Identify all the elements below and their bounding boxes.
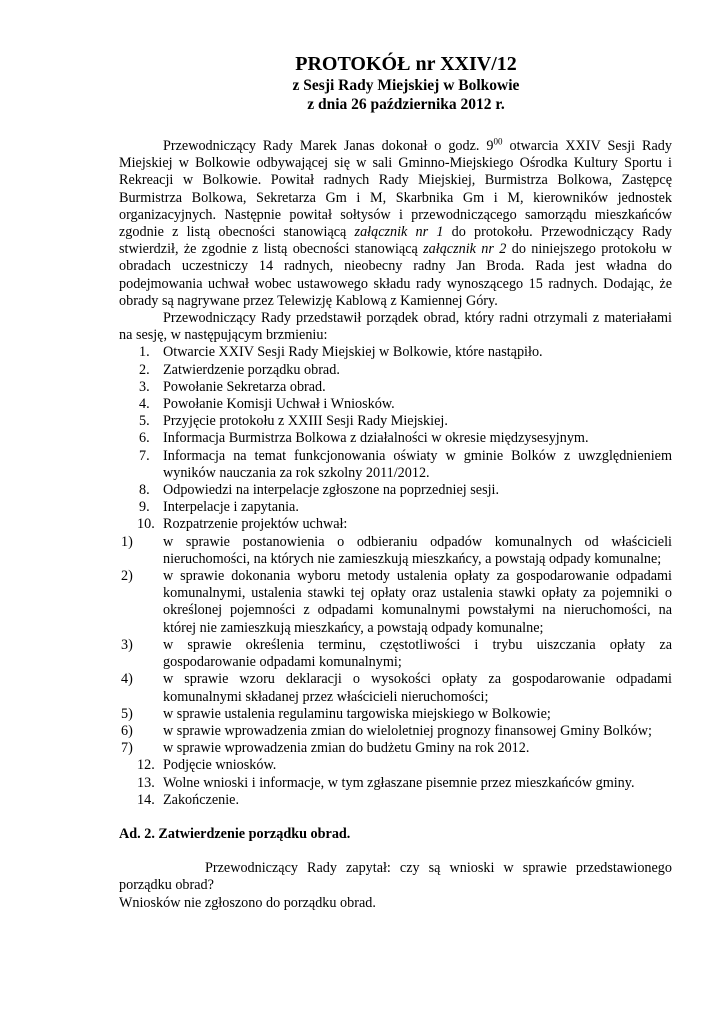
list-item-number: 3) (121, 636, 133, 653)
list-item-number: 5) (121, 705, 133, 722)
intro-text-d: do niniejszego protokołu w obradach uczestniczy 14 radnych, nieobecny radny Jan Broda. Rada jest władna do podejmowania uchwał wobec ustawowego składu rady wynoszącego 15 radnych. Dodając, że obrady są nagrywane przez Telewizję Kablową z Kamiennej Góry. (119, 241, 672, 309)
time-superscript: 00 (493, 136, 503, 147)
list-item-text: Powołanie Sekretarza obrad. (163, 378, 326, 395)
list-item (119, 396, 672, 413)
list-item (119, 499, 672, 516)
list-item-number: 12. (137, 757, 155, 774)
attachment-2-ref: załącznik nr 2 (423, 241, 507, 258)
list-item-text: Powołanie Komisji Uchwał i Wniosków. (163, 396, 395, 413)
list-item-text: Wolne wnioski i informacje, w tym zgłaszane pisemnie przez mieszkańców gminy. (163, 774, 635, 791)
list-item (119, 448, 672, 482)
list-item (119, 775, 672, 792)
list-item-text: w sprawie wprowadzenia zmian do wieloletniej prognozy finansowej Gminy Bolków; (163, 722, 652, 739)
list-item-text: w sprawie wzoru deklaracji o wysokości opłaty za gospodarowanie odpadami komunalnymi składanej przez właścicieli nieruchomości; (163, 671, 672, 705)
list-item-number: 10. (137, 516, 155, 533)
list-item-number: 6) (121, 722, 133, 739)
list-item-text: w sprawie ustalenia regulaminu targowiska miejskiego w Bolkowie; (163, 705, 551, 722)
list-item (119, 430, 672, 447)
list-item (119, 362, 672, 379)
list-item (119, 344, 672, 361)
document-subtitle-date: z dnia 26 października 2012 r. (307, 96, 505, 113)
list-item (119, 516, 672, 533)
list-item-text: Interpelacje i zapytania. (163, 499, 299, 516)
list-item (119, 534, 672, 568)
section-2-result: Wniosków nie zgłoszono do porządku obrad. (119, 894, 376, 911)
list-item-text: Odpowiedzi na interpelacje zgłoszone na poprzedniej sesji. (163, 482, 500, 499)
list-item-text: w sprawie wprowadzenia zmian do budżetu Gminy na rok 2012. (163, 740, 530, 757)
list-item-number: 6. (139, 430, 150, 447)
document-title: PROTOKÓŁ nr XXIV/12 (295, 53, 517, 75)
list-item (119, 792, 672, 809)
section-2-question: Przewodniczący Rady zapytał: czy są wnioski w sprawie przedstawionego porządku obrad? (119, 860, 672, 894)
list-item-number: 13. (137, 774, 155, 791)
list-item-text: Zakończenie. (163, 791, 240, 808)
list-item-number: 7. (139, 447, 150, 464)
list-item-number: 2) (121, 568, 133, 585)
agenda-list (119, 344, 672, 533)
list-item-number: 5. (139, 413, 150, 430)
list-item-text: Zatwierdzenie porządku obrad. (163, 361, 340, 378)
list-item-text: Rozpatrzenie projektów uchwał: (163, 516, 348, 533)
intro-text-c: do protokołu. Przewodniczący Rady stwierdził, że zgodnie z listą obecności stanowiącą (119, 224, 672, 258)
document-subtitle-session: z Sesji Rady Miejskiej w Bolkowie (292, 77, 520, 94)
attachment-1-ref: załącznik nr 1 (354, 224, 444, 241)
agenda-intro-paragraph: Przewodniczący Rady przedstawił porządek obrad, który radni otrzymali z materiałami na sesję, w następującym brzmieniu: (119, 310, 672, 344)
list-item (119, 482, 672, 499)
list-item (119, 706, 672, 723)
list-item (119, 740, 672, 757)
document-header (256, 52, 556, 114)
list-item (119, 723, 672, 740)
list-item (119, 671, 672, 705)
list-item (119, 568, 672, 637)
list-item-text: Otwarcie XXIV Sesji Rady Miejskiej w Bolkowie, które nastąpiło. (163, 344, 543, 361)
list-item-text: Przyjęcie protokołu z XXIII Sesji Rady Miejskiej. (163, 413, 448, 430)
list-item-number: 9. (139, 499, 150, 516)
list-item (119, 637, 672, 671)
list-item-number: 1. (139, 344, 150, 361)
list-item (119, 757, 672, 774)
list-item-text: Podjęcie wniosków. (163, 757, 277, 774)
section-2-heading: Ad. 2. Zatwierdzenie porządku obrad. (119, 825, 351, 842)
list-item-text: Informacja Burmistrza Bolkowa z działalności w okresie międzysesyjnym. (163, 430, 589, 447)
document-body (119, 138, 672, 912)
list-item-number: 2. (139, 361, 150, 378)
intro-text-a: Przewodniczący Rady Marek Janas dokonał o godz. 9 (163, 138, 494, 154)
list-item (119, 413, 672, 430)
list-item-number: 8. (139, 482, 150, 499)
list-item-text: Informacja na temat funkcjonowania oświaty w gminie Bolków z uwzględnieniem wyników nauczania za rok szkolny 2011/2012. (163, 447, 672, 481)
list-item-text: w sprawie określenia terminu, częstotliwości i trybu uiszczania opłaty za gospodarowanie odpadami komunalnymi; (163, 636, 672, 671)
list-item-number: 4) (121, 671, 133, 688)
list-item-number: 7) (121, 740, 133, 757)
agenda-end-list (119, 757, 672, 809)
list-item-number: 3. (139, 378, 150, 395)
list-item-text: w sprawie dokonania wyboru metody ustalenia opłaty za gospodarowanie odpadami komunalnymi, ustalenia stawki tej opłaty oraz ustalenia stawki opłaty za pojemniki o określonej pojemności z odpadami komunalnymi powstałymi na nieruchomości, na której nie zamieszkują mieszkańcy, a powstają odpady komunalne; (163, 568, 672, 636)
intro-paragraph (119, 138, 672, 310)
list-item (119, 379, 672, 396)
list-item-number: 1) (121, 533, 133, 550)
list-item-number: 14. (137, 791, 155, 808)
list-item-number: 4. (139, 396, 150, 413)
intro-text-b: otwarcia XXIV Sesji Rady Miejskiej w Bolkowie odbywającej się w sali Gminno-Miejskiego Ośrodka Kultury Sportu i Rekreacji w Bolkowie. Powitał radnych Rady Miejskiej, Burmistrza Bolkowa, Zastępcę Burmistrza Bolkowa, Sekretarza Gm i M, Skarbnika Gm i M, kierowników jednostek organizacyjnych. Następnie powitał sołtysów i przewodniczącego samorządu mieszkańców zgodnie z listą obecności stanowiącą (119, 138, 672, 241)
list-item-text: w sprawie postanowienia o odbieraniu odpadów komunalnych od właścicieli nieruchomości, na których nie zamieszkują mieszkańcy, a powstają odpady komunalne; (163, 533, 672, 567)
resolutions-list (119, 534, 672, 758)
